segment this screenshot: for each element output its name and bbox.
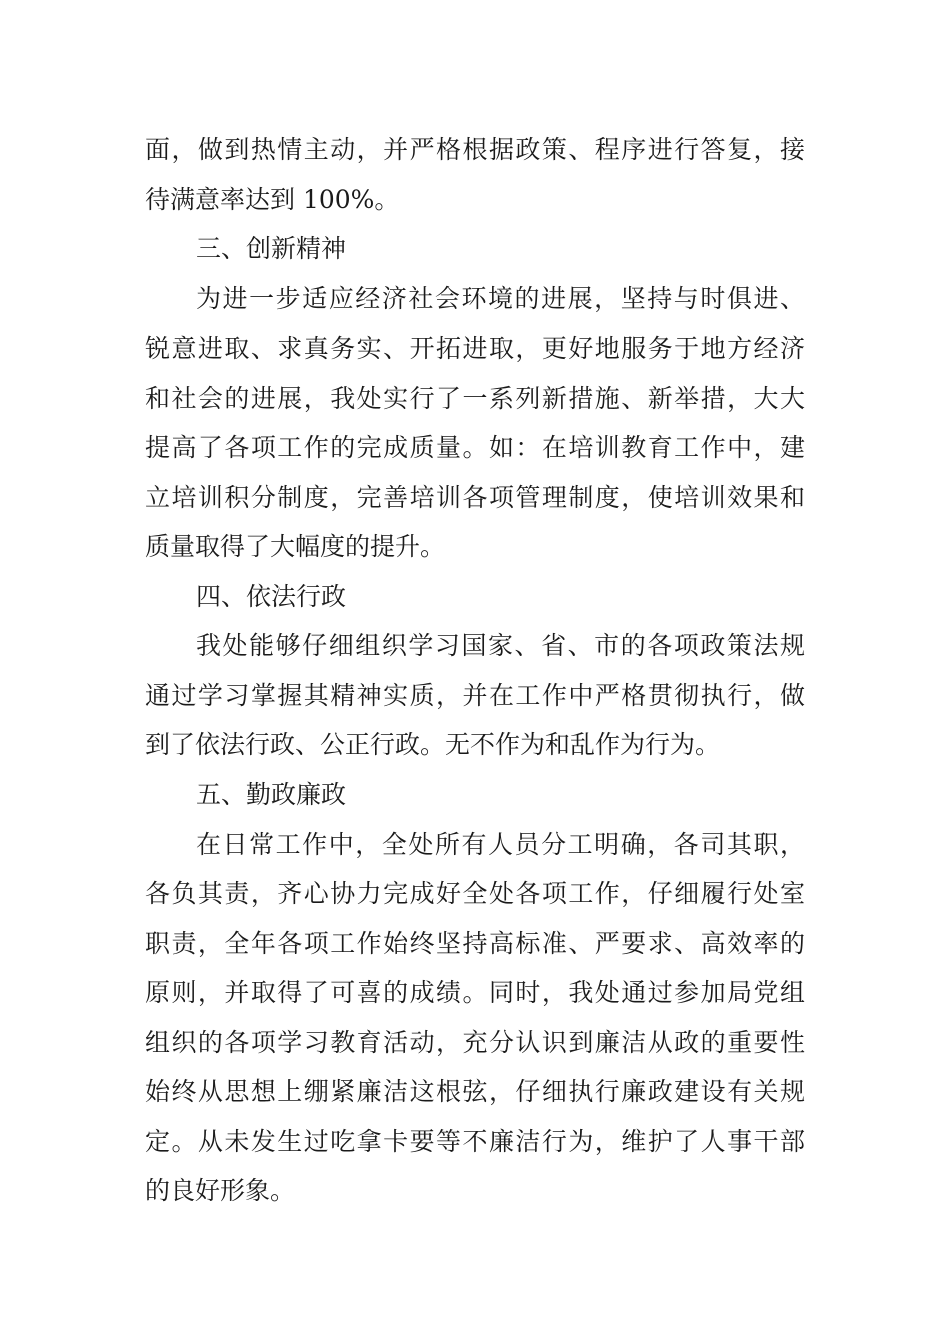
text-line: 始终从思想上绷紧廉洁这根弦，仔细执行廉政建设有关规	[145, 1077, 805, 1106]
text-line: 在日常工作中，全处所有人员分工明确，各司其职，	[196, 830, 805, 859]
text-line: 我处能够仔细组织学习国家、省、市的各项政策法规	[196, 631, 805, 660]
text-line: 到了依法行政、公正行政。无不作为和乱作为行为。	[145, 730, 721, 759]
text-line: 锐意进取、求真务实、开拓进取，更好地服务于地方经济	[145, 334, 805, 363]
section-heading: 三、创新精神	[196, 234, 347, 263]
text-line: 提高了各项工作的完成质量。如：在培训教育工作中，建	[145, 433, 805, 462]
text-line: 质量取得了大幅度的提升。	[145, 532, 446, 561]
text-line: 面，做到热情主动，并严格根据政策、程序进行答复，接	[145, 135, 805, 164]
section-heading: 五、勤政廉政	[196, 780, 347, 809]
text-line: 组织的各项学习教育活动，充分认识到廉洁从政的重要性	[145, 1028, 805, 1057]
text-line: 定。从未发生过吃拿卡要等不廉洁行为，维护了人事干部	[145, 1127, 805, 1156]
text-line: 和社会的进展，我处实行了一系列新措施、新举措，大大	[145, 384, 805, 413]
section-heading: 四、依法行政	[196, 582, 347, 611]
text-line: 待满意率达到 100%。	[145, 185, 400, 214]
text-line: 立培训积分制度，完善培训各项管理制度，使培训效果和	[145, 483, 805, 512]
text-line: 通过学习掌握其精神实质，并在工作中严格贯彻执行，做	[145, 681, 805, 710]
text-line: 为进一步适应经济社会环境的进展，坚持与时俱进、	[196, 284, 805, 313]
text-line: 的良好形象。	[145, 1176, 296, 1205]
text-line: 各负其责，齐心协力完成好全处各项工作，仔细履行处室	[145, 879, 805, 908]
text-line: 原则，并取得了可喜的成绩。同时，我处通过参加局党组	[145, 978, 805, 1007]
text-line: 职责，全年各项工作始终坚持高标准、严要求、高效率的	[145, 929, 805, 958]
